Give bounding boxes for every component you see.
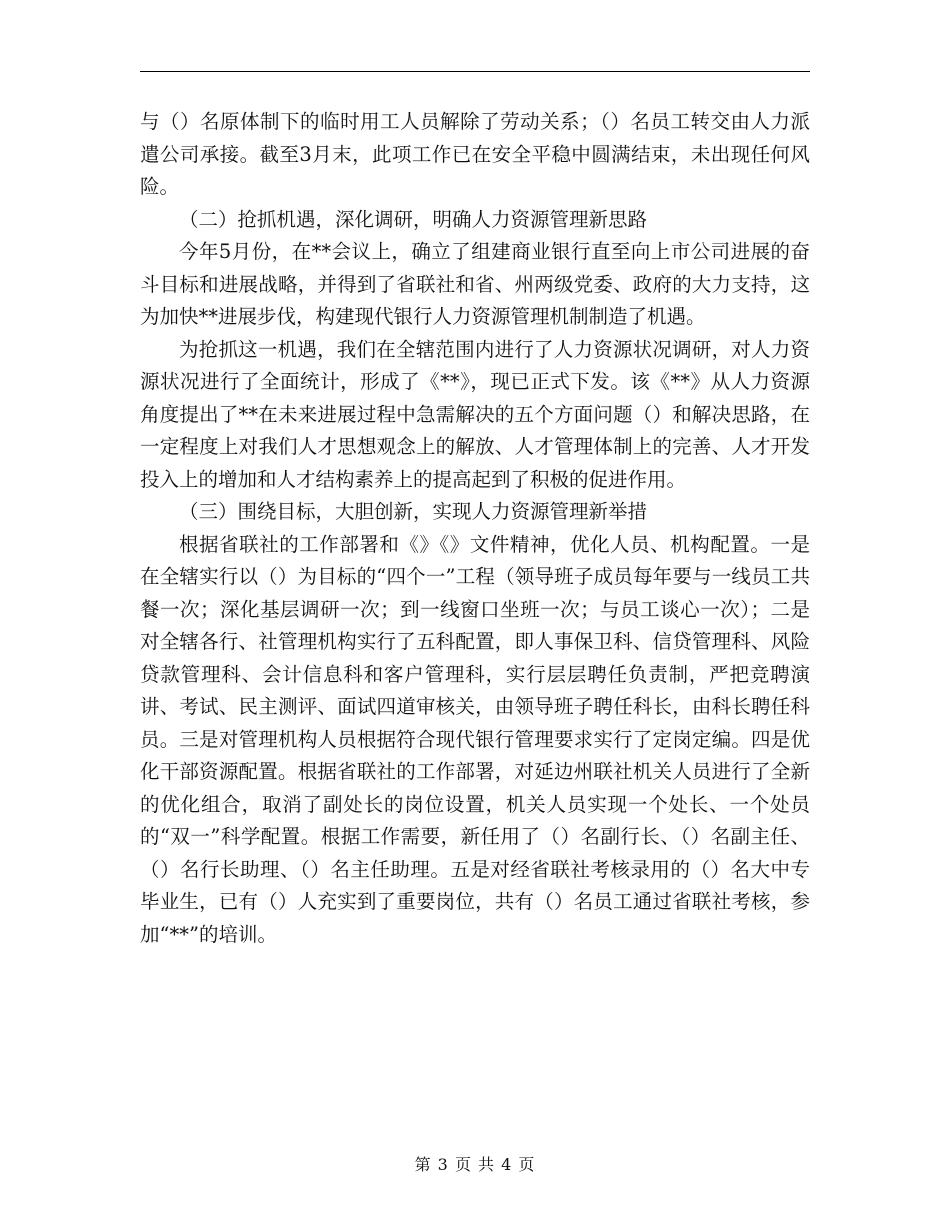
- page-number: 第 3 页 共 4 页: [414, 1155, 536, 1174]
- section-heading-3: （三）围绕目标，大胆创新，实现人力资源管理新举措: [179, 500, 648, 523]
- paragraph-continuation: 与（）名原体制下的临时用工人员解除了劳动关系；（）名员工转交由人力派遣公司承接。截至3月末，此项工作已在安全平稳中圆满结束，未出现任何风险。: [140, 110, 810, 198]
- document-body: [140, 106, 810, 951]
- paragraph-measures: 根据省联社的工作部署和《》《》文件精神，优化人员、机构配置。一是在全辖实行以（）为目标的“四个一”工程（领导班子成员每年要与一线员工共餐一次；深化基层调研一次；到一线窗口坐班一次；与员工谈心一次）；二是对全辖各行、社管理机构实行了五科配置，即人事保卫科、信贷管理科、风险贷款管理科、会计信息科和客户管理科，实行层层聘任负责制，严把竞聘演讲、考试、民主测评、面试四道审核关，由领导班子聘任科长，由科长聘任科员。三是对管理机构人员根据符合现代银行管理要求实行了定岗定编。四是优化干部资源配置。根据省联社的工作部署，对延边州联社机关人员进行了全新的优化组合，取消了副处长的岗位设置，机关人员实现一个处长、一个处员的“双一”科学配置。根据工作需要，新任用了（）名副行长、（）名副主任、（）名行长助理、（）名主任助理。五是对经省联社考核录用的（）名大中专毕业生，已有（）人充实到了重要岗位，共有（）名员工通过省联社考核，参加“**”的培训。: [140, 532, 810, 946]
- paragraph-may-meeting: 今年5月份，在**会议上，确立了组建商业银行直至向上市公司进展的奋斗目标和进展战略，并得到了省联社和省、州两级党委、政府的大力支持，这为加快**进展步伐，构建现代银行人力资源管理机制制造了机遇。: [140, 240, 810, 328]
- header-rule: [140, 71, 810, 72]
- section-heading-2: （二）抢抓机遇，深化调研，明确人力资源管理新思路: [179, 207, 648, 231]
- paragraph-hr-survey: 为抢抓这一机遇，我们在全辖范围内进行了人力资源状况调研，对人力资源状况进行了全面统计，形成了《**》，现已正式下发。该《**》从人力资源角度提出了**在未来进展过程中急需解决的五个方面问题（）和解决思路，在一定程度上对我们人才思想观念上的解放、人才管理体制上的完善、人才开发投入上的增加和人才结构素养上的提高起到了积极的促进作用。: [140, 337, 810, 491]
